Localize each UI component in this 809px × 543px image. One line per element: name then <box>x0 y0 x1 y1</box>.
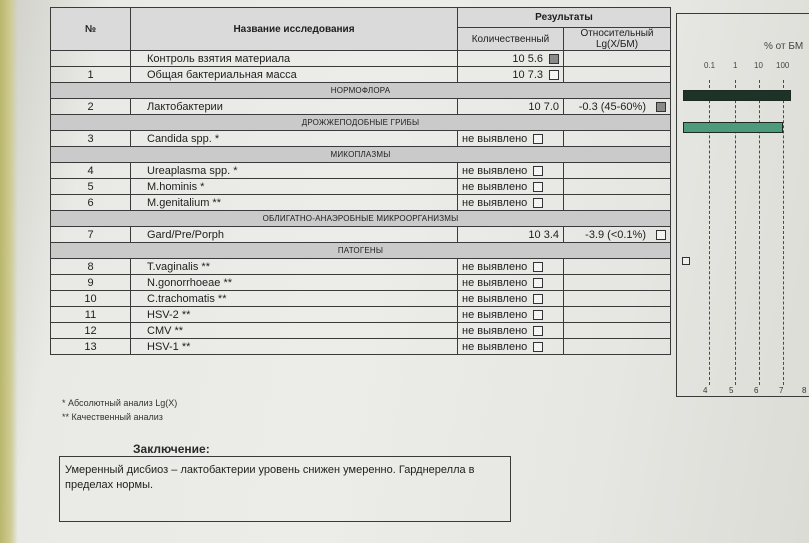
scale-bottom-label: 7 <box>779 386 784 395</box>
row-num: 12 <box>51 323 131 339</box>
marker-square <box>533 182 543 192</box>
row-num: 8 <box>51 259 131 275</box>
note-qualitative: ** Качественный анализ <box>62 412 163 422</box>
col-header-relative: Относительный Lg(X/БМ) <box>564 28 671 51</box>
chart-title: % от БМ <box>764 41 804 52</box>
lactobacilli-bar <box>683 122 783 133</box>
col-header-quantitative: Количественный <box>458 28 564 51</box>
marker-square <box>549 54 559 64</box>
marker-square <box>533 310 543 320</box>
row-num: 11 <box>51 307 131 323</box>
row-quant: 10 7.0 <box>458 99 564 115</box>
row-quant: не выявлено <box>458 323 564 339</box>
row-quant: не выявлено <box>458 259 564 275</box>
marker-square <box>533 294 543 304</box>
section-row <box>51 243 671 259</box>
row-num: 5 <box>51 179 131 195</box>
marker-square <box>656 102 666 112</box>
section-row <box>51 83 671 99</box>
section-fungi: ДРОЖЖЕПОДОБНЫЕ ГРИБЫ <box>51 115 671 131</box>
row-quant: не выявлено <box>458 195 564 211</box>
row-rel <box>564 163 671 179</box>
row-num: 1 <box>51 67 131 83</box>
section-row <box>51 115 671 131</box>
section-normoflora: НОРМОФЛОРА <box>51 83 671 99</box>
conclusion-title: Заключение: <box>133 442 210 456</box>
bacterial-mass-bar <box>683 90 791 101</box>
table-row <box>51 179 671 195</box>
row-name: Ureaplasma spp. * <box>131 163 458 179</box>
row-quant: не выявлено <box>458 275 564 291</box>
row-quant: 10 7.3 <box>458 67 564 83</box>
table-row <box>51 195 671 211</box>
gardnerella-marker <box>682 257 690 265</box>
row-quant: не выявлено <box>458 307 564 323</box>
scale-bottom-label: 4 <box>703 386 708 395</box>
row-quant: не выявлено <box>458 131 564 147</box>
scale-line <box>783 80 784 385</box>
row-name: N.gonorrhoeae ** <box>131 275 458 291</box>
scale-top-label: 10 <box>754 61 763 70</box>
scale-top-label: 100 <box>776 61 790 70</box>
row-quant: 10 3.4 <box>458 227 564 243</box>
row-rel <box>564 339 671 355</box>
marker-square <box>533 134 543 144</box>
row-name: Gard/Pre/Porph <box>131 227 458 243</box>
row-name: HSV-2 ** <box>131 307 458 323</box>
table-row <box>51 275 671 291</box>
row-num: 6 <box>51 195 131 211</box>
note-absolute: * Абсолютный анализ Lg(X) <box>62 398 178 408</box>
row-name: Лактобактерии <box>131 99 458 115</box>
row-name: Общая бактериальная масса <box>131 67 458 83</box>
row-rel <box>564 179 671 195</box>
row-name: M.genitalium ** <box>131 195 458 211</box>
col-header-name: Название исследования <box>131 8 458 51</box>
table-row <box>51 131 671 147</box>
row-quant: не выявлено <box>458 339 564 355</box>
col-header-num: № <box>51 8 131 51</box>
row-rel: -3.9 (<0.1%) <box>564 227 671 243</box>
row-rel <box>564 323 671 339</box>
row-rel <box>564 307 671 323</box>
row-quant: не выявлено <box>458 163 564 179</box>
table-row <box>51 227 671 243</box>
marker-square <box>533 166 543 176</box>
row-rel <box>564 291 671 307</box>
marker-square <box>656 230 666 240</box>
marker-square <box>533 198 543 208</box>
row-num: 2 <box>51 99 131 115</box>
scale-bottom-label: 5 <box>729 386 734 395</box>
scale-top-label: 0.1 <box>704 61 716 70</box>
table-row <box>51 163 671 179</box>
marker-square <box>533 342 543 352</box>
row-name: HSV-1 ** <box>131 339 458 355</box>
col-header-results: Результаты <box>458 8 671 28</box>
row-rel <box>564 259 671 275</box>
marker-square <box>549 70 559 80</box>
section-row <box>51 147 671 163</box>
results-table <box>50 7 671 355</box>
row-rel <box>564 131 671 147</box>
row-name: Candida spp. * <box>131 131 458 147</box>
row-name: C.trachomatis ** <box>131 291 458 307</box>
section-row <box>51 211 671 227</box>
row-name: M.hominis * <box>131 179 458 195</box>
scale-bottom-label: 6 <box>754 386 759 395</box>
row-num: 13 <box>51 339 131 355</box>
table-row <box>51 67 671 83</box>
relative-scale-chart <box>676 13 809 397</box>
table-row <box>51 51 671 67</box>
row-num: 7 <box>51 227 131 243</box>
row-rel <box>564 51 671 67</box>
row-quant: 10 5.6 <box>458 51 564 67</box>
scale-bottom-label: 8 <box>802 386 807 395</box>
row-num <box>51 51 131 67</box>
row-rel: -0.3 (45-60%) <box>564 99 671 115</box>
row-name: Контроль взятия материала <box>131 51 458 67</box>
scale-top-label: 1 <box>733 61 738 70</box>
section-mycoplasma: МИКОПЛАЗМЫ <box>51 147 671 163</box>
row-rel <box>564 275 671 291</box>
marker-square <box>533 326 543 336</box>
row-num: 3 <box>51 131 131 147</box>
conclusion-text: Умеренный дисбиоз – лактобактерии уровень снижен умеренно. Гарднерелла в пределах нормы. <box>59 456 511 522</box>
row-rel <box>564 195 671 211</box>
row-quant: не выявлено <box>458 179 564 195</box>
table-row <box>51 291 671 307</box>
section-anaerobes: ОБЛИГАТНО-АНАЭРОБНЫЕ МИКРООРГАНИЗМЫ <box>51 211 671 227</box>
table-row <box>51 307 671 323</box>
row-name: CMV ** <box>131 323 458 339</box>
row-name: T.vaginalis ** <box>131 259 458 275</box>
paper-edge <box>0 0 18 543</box>
table-row <box>51 99 671 115</box>
section-pathogens: ПАТОГЕНЫ <box>51 243 671 259</box>
marker-square <box>533 278 543 288</box>
row-rel <box>564 67 671 83</box>
table-row <box>51 323 671 339</box>
row-num: 10 <box>51 291 131 307</box>
row-num: 4 <box>51 163 131 179</box>
table-row <box>51 339 671 355</box>
marker-square <box>533 262 543 272</box>
row-num: 9 <box>51 275 131 291</box>
table-row <box>51 259 671 275</box>
row-quant: не выявлено <box>458 291 564 307</box>
